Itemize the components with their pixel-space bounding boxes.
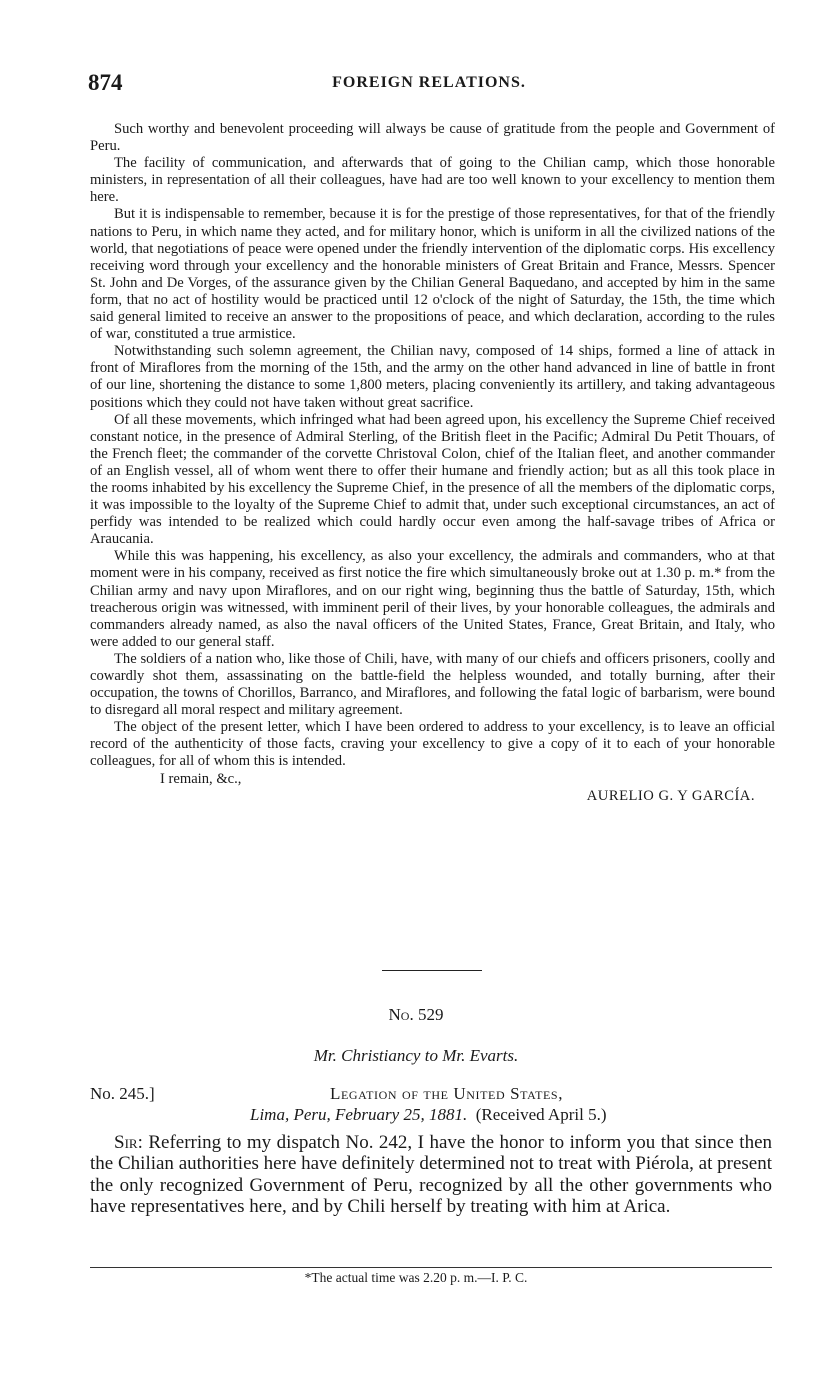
letter-paragraph: Of all these movements, which infringed what had been agreed upon, his excellency the Supreme Chief received constant notice, in the presence of Admiral Sterling, of the British fleet in the Pacific; Admiral Du Petit Thouars, of the French fleet; the commander of the corvette Christoval Colon, chief of the Italian fleet, and another commander of an English vessel, all of whom went there to offer their humane and friendly action; but as all this took place in the rooms inhabited by his excellency the Supreme Chief, in the presence of all the members of the diplomatic corps, it was impossible to the loyalty of the Supreme Chief to admit that, under such exceptional circumstances, an act of perfidy was intended to be realized which could hardly occur even among the half-savage tribes of Africa or Araucania.	[90, 411, 775, 548]
dispatch-paragraph	[90, 1132, 772, 1218]
footnote-rule	[90, 1267, 772, 1268]
footnote: *The actual time was 2.20 p. m.—I. P. C.	[304, 1270, 528, 1285]
dispatch-salutation: Sir:	[114, 1132, 143, 1153]
letter-paragraph: While this was happening, his excellency, as also your excellency, the admirals and commanders, who at that moment were in his company, received as first notice the fire which simultaneously broke out at 1.30 p. m.* from the Chilian army and navy upon Miraflores, and on our right wing, beginning thus the battle of Saturday, 15th, which treacherous origin was witnessed, with imminent peril of their lives, by your honorable colleagues, the admirals and commanders already named, as also the naval officers of the United States, France, Great Britain, and Italy, who were added to our general staff.	[90, 548, 775, 650]
letter-body	[90, 121, 775, 805]
letter-paragraph: The facility of communication, and afterwards that of going to the Chilian camp, which those honorable ministers, in representation of all their colleagues, have had are too well known to your excellency to mention them here.	[90, 155, 775, 206]
letter-paragraph: The object of the present letter, which I have been ordered to address to your excellency, is to leave an official record of the authenticity of those facts, craving your excellency to give a copy of it to each of your honorable colleagues, for all of whom this is intended.	[90, 719, 775, 770]
letter-paragraph: The soldiers of a nation who, like those of Chili, have, with many of our chiefs and officers prisoners, coolly and cowardly shot them, assassinating on the battle-field the helpless wounded, and totally burning, after their occupation, the towns of Chorillos, Barranco, and Miraflores, and following the fatal logic of barbarism, were bound to disregard all moral respect and military agreement.	[90, 650, 775, 719]
letter-paragraph: Such worthy and benevolent proceeding will always be cause of gratitude from the people and Government of Peru.	[90, 121, 775, 155]
document-number: No. 529	[388, 1005, 444, 1024]
dispatch-body	[90, 1132, 772, 1218]
letter-closing: I remain, &c.,	[160, 770, 242, 787]
document-subtitle: Mr. Christiancy to Mr. Evarts.	[313, 1046, 519, 1065]
dispatch-received: (Received April 5.)	[475, 1105, 607, 1124]
dispatch-reference: No. 245.]	[90, 1084, 155, 1103]
dispatch-place-date: Lima, Peru, February 25, 1881.	[250, 1105, 468, 1124]
section-divider	[382, 970, 482, 971]
dispatch-place-line	[250, 1105, 606, 1125]
dispatch-text: Referring to my dispatch No. 242, I have the honor to inform you that since then the Chilian authorities here have definitely determined not to treat with Piérola, at present the only recognized Government of Peru, recognized by all the other governments who have representatives here, and by Chili herself by treating with him at Arica.	[90, 1132, 773, 1218]
letter-signature: AURELIO G. Y GARCÍA.	[586, 787, 755, 804]
letter-paragraph: But it is indispensable to remember, because it is for the prestige of those representatives, for that of the friendly nations to Peru, in which name they acted, and for military honor, which is uniform in all the civilized nations of the world, that negotiations of peace were opened under the friendly intervention of the diplomatic corps. His excellency receiving word through your excellency and the honorable ministers of Great Britain and France, Messrs. Spencer St. John and De Vorges, of the assurance given by the Chilian General Baquedano, and accepted by him in the same form, that no act of hostility would be practiced until 12 o'clock of the night of Saturday, the 15th, the time which said general limited to receive an answer to the propositions of peace, and which declaration, according to the rules of war, constituted a true armistice.	[90, 206, 775, 343]
dispatch-legation: Legation of the United States,	[330, 1084, 564, 1103]
page-number: 874	[88, 70, 123, 95]
running-title: FOREIGN RELATIONS.	[332, 74, 526, 91]
letter-paragraph: Notwithstanding such solemn agreement, the Chilian navy, composed of 14 ships, formed a line of attack in front of Miraflores from the morning of the 15th, and the army on the other hand advanced in line of battle in front of our line, shortening the distance to some 1,800 meters, placing conveniently its artillery, and taking advantageous positions which they could not have taken without great sacrifice.	[90, 343, 775, 411]
running-head	[88, 70, 770, 100]
